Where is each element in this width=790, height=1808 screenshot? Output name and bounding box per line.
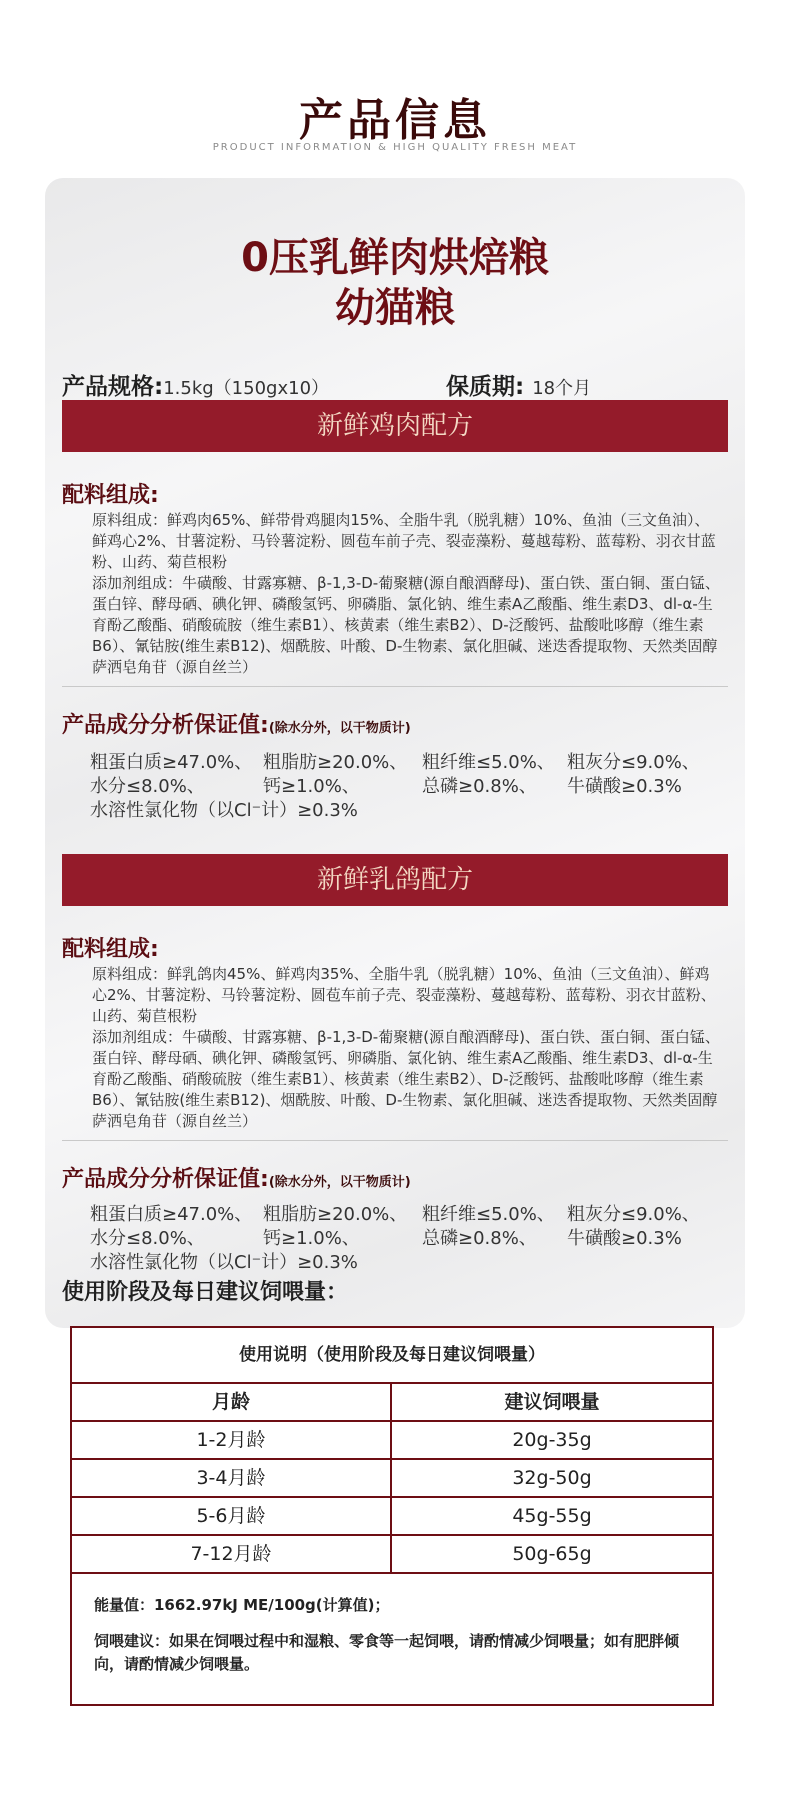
feeding-advice-text: 如果在饲喂过程中和湿粮、零食等一起饲喂，请酌情减少饲喂量；如有肥胖倾向，请酌情减少饲喂量。 xyxy=(94,1632,680,1673)
table-cell-amount: 32g-50g xyxy=(512,1467,592,1489)
feeding-table xyxy=(70,1326,714,1706)
page-title: 产品信息 xyxy=(299,95,491,146)
feeding-advice-label: 饲喂建议： xyxy=(94,1632,170,1650)
table-row xyxy=(72,1422,712,1460)
page-subtitle: PRODUCT INFORMATION & HIGH QUALITY FRESH MEAT xyxy=(212,142,578,153)
table-row xyxy=(72,1536,712,1574)
usage-heading: 使用阶段及每日建议饲喂量： xyxy=(62,1280,349,1305)
analysis-item: 粗脂肪≥20.0%、 xyxy=(263,1204,408,1225)
table-caption: 使用说明（使用阶段及每日建议饲喂量） xyxy=(72,1328,712,1384)
analysis-item: 牛磺酸≥0.3% xyxy=(567,1228,682,1249)
additive-ingredients: 添加剂组成：牛磺酸、甘露寡糖、β-1,3-D-葡聚糖(源自酿酒酵母)、蛋白铁、蛋白铜、蛋白锰、蛋白锌、酵母硒、碘化钾、磷酸氢钙、卵磷脂、氯化钠、维生素A乙酸酯、维生素D3、dl-α-生育酚乙酸酯、硝酸硫胺（维生素B1）、核黄素（维生素B2）、D-泛酸钙、盐酸吡哆醇（维生素B6）、氰钴胺(维生素B12)、烟酰胺、叶酸、D-生物素、氯化胆碱、迷迭香提取物、天然类固醇萨洒皂角苷（源自丝兰） xyxy=(92,1028,720,1130)
table-header-row xyxy=(72,1384,712,1422)
ingredients-heading: 配料组成: xyxy=(62,937,159,962)
analysis-item: 粗纤维≤5.0%、 xyxy=(422,1204,555,1225)
table-row xyxy=(72,1460,712,1498)
formula-banner-chicken: 新鲜鸡肉配方 xyxy=(62,400,728,452)
analysis-item: 水溶性氯化物（以Cl⁻计）≥0.3% xyxy=(90,800,358,821)
analysis-note: (除水分外，以干物质计) xyxy=(268,721,411,736)
table-cell-age: 1-2月龄 xyxy=(72,1422,392,1458)
divider xyxy=(62,1140,728,1141)
analysis-heading xyxy=(62,1162,411,1193)
analysis-item: 粗蛋白质≥47.0%、 xyxy=(90,752,253,773)
analysis-item: 水分≤8.0%、 xyxy=(90,1228,205,1249)
analysis-item: 钙≥1.0%、 xyxy=(263,776,360,797)
spec-size-label: 产品规格: xyxy=(62,374,164,400)
table-cell-age: 5-6月龄 xyxy=(72,1498,392,1534)
formula-banner-pigeon: 新鲜乳鸽配方 xyxy=(62,854,728,906)
analysis-item: 粗蛋白质≥47.0%、 xyxy=(90,1204,253,1225)
analysis-item: 水溶性氯化物（以Cl⁻计）≥0.3% xyxy=(90,1252,358,1273)
ingredients-heading: 配料组成: xyxy=(62,483,159,508)
analysis-item: 钙≥1.0%、 xyxy=(263,1228,360,1249)
spec-size xyxy=(62,368,329,401)
table-row xyxy=(72,1498,712,1536)
feeding-advice xyxy=(94,1630,694,1676)
table-header-age: 月龄 xyxy=(72,1384,392,1420)
analysis-heading-text: 产品成分分析保证值: xyxy=(62,713,269,738)
analysis-heading-text: 产品成分分析保证值: xyxy=(62,1167,269,1192)
analysis-item: 水分≤8.0%、 xyxy=(90,776,205,797)
table-header-amount: 建议饲喂量 xyxy=(504,1391,600,1413)
product-title-line1: 0压乳鲜肉烘焙粮 xyxy=(241,235,549,281)
page-header xyxy=(0,0,790,170)
analysis-item: 粗灰分≤9.0%、 xyxy=(567,1204,700,1225)
analysis-item: 牛磺酸≥0.3% xyxy=(567,776,682,797)
energy-value: 能量值：1662.97kJ ME/100g(计算值)； xyxy=(94,1596,390,1614)
table-cell-amount: 45g-55g xyxy=(512,1505,592,1527)
additive-ingredients: 添加剂组成：牛磺酸、甘露寡糖、β-1,3-D-葡聚糖(源自酿酒酵母)、蛋白铁、蛋白铜、蛋白锰、蛋白锌、酵母硒、碘化钾、磷酸氢钙、卵磷脂、氯化钠、维生素A乙酸酯、维生素D3、dl-α-生育酚乙酸酯、硝酸硫胺（维生素B1）、核黄素（维生素B2）、D-泛酸钙、盐酸吡哆醇（维生素B6）、氰钴胺(维生素B12)、烟酰胺、叶酸、D-生物素、氯化胆碱、迷迭香提取物、天然类固醇萨洒皂角苷（源自丝兰） xyxy=(92,574,720,676)
spec-shelf xyxy=(446,368,591,401)
spec-shelf-label: 保质期: xyxy=(446,374,525,400)
analysis-item: 粗灰分≤9.0%、 xyxy=(567,752,700,773)
analysis-item: 粗纤维≤5.0%、 xyxy=(422,752,555,773)
raw-ingredients: 原料组成：鲜鸡肉65%、鲜带骨鸡腿肉15%、全脂牛乳（脱乳糖）10%、鱼油（三文鱼油）、鲜鸡心2%、甘薯淀粉、马铃薯淀粉、圆苞车前子壳、裂壶藻粉、蔓越莓粉、蓝莓粉、羽衣甘蓝粉、山药、菊苣根粉 xyxy=(92,511,716,571)
product-title-line2: 幼猫粮 xyxy=(335,285,455,331)
analysis-item: 粗脂肪≥20.0%、 xyxy=(263,752,408,773)
analysis-item: 总磷≥0.8%、 xyxy=(422,1228,537,1249)
analysis-note: (除水分外，以干物质计) xyxy=(268,1175,411,1190)
raw-ingredients: 原料组成：鲜乳鸽肉45%、鲜鸡肉35%、全脂牛乳（脱乳糖）10%、鱼油（三文鱼油）、鲜鸡心2%、甘薯淀粉、马铃薯淀粉、圆苞车前子壳、裂壶藻粉、蔓越莓粉、蓝莓粉、羽衣甘蓝粉、山药、菊苣根粉 xyxy=(92,965,716,1025)
table-cell-age: 3-4月龄 xyxy=(72,1460,392,1496)
spec-size-value: 1.5kg（150gx10） xyxy=(163,378,330,399)
analysis-item: 总磷≥0.8%、 xyxy=(422,776,537,797)
table-cell-amount: 20g-35g xyxy=(512,1429,592,1451)
table-cell-age: 7-12月龄 xyxy=(72,1536,392,1572)
spec-shelf-value: 18个月 xyxy=(532,378,592,399)
divider xyxy=(62,686,728,687)
table-cell-amount: 50g-65g xyxy=(512,1543,592,1565)
analysis-heading xyxy=(62,708,411,739)
